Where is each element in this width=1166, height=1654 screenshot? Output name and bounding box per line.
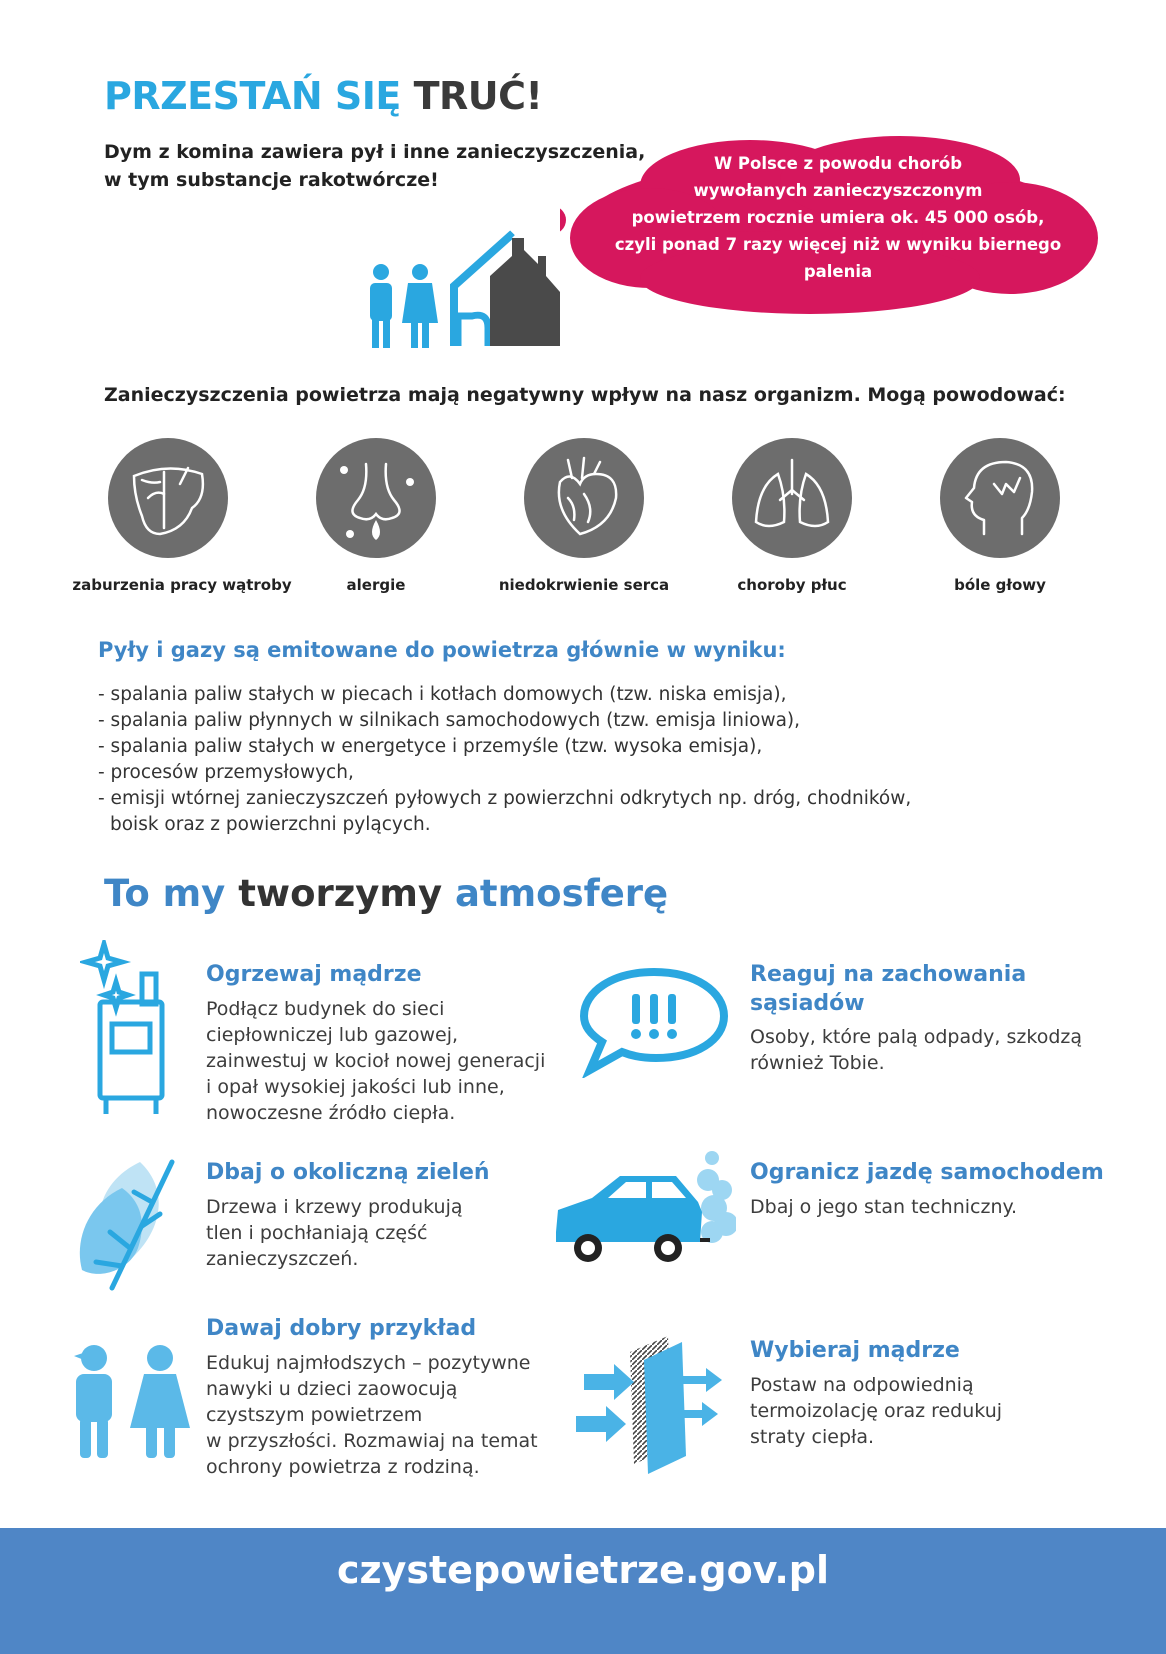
tip-title: Ogrzewaj mądrze: [206, 962, 422, 987]
tip-text: [750, 1194, 1017, 1220]
tip-line: ochrony powietrza z rodziną.: [206, 1456, 480, 1478]
effect-label: zaburzenia pracy wątroby: [72, 576, 292, 594]
leaves-icon: [72, 1158, 188, 1292]
tip-line: straty ciepła.: [750, 1426, 875, 1448]
effects-heading: Zanieczyszczenia powietrza mają negatywny wpływ na nasz organizm. Mogą powodować:: [104, 384, 1066, 406]
list-item: - spalania paliw stałych w energetyce i przemyśle (tzw. wysoka emisja),: [98, 736, 763, 757]
tip-title-line: sąsiadów: [750, 991, 865, 1016]
tip-line: Dbaj o jego stan techniczny.: [750, 1196, 1018, 1218]
intro-line: w tym substancje rakotwórcze!: [104, 169, 439, 191]
tip-line: ciepłowniczej lub gazowej,: [206, 1024, 459, 1046]
tip-line: Osoby, które palą odpady, szkodzą: [750, 1026, 1082, 1048]
arrow-icon: [576, 1364, 634, 1442]
list-item: - procesów przemysłowych,: [98, 762, 354, 783]
section-title: [104, 872, 668, 915]
tip-title: Dbaj o okoliczną zieleń: [206, 1160, 490, 1185]
car-icon: [552, 1146, 736, 1270]
tip-text: [206, 996, 545, 1126]
children-icon: [66, 1338, 196, 1462]
website-link[interactable]: czystepowietrze.gov.pl: [336, 1548, 830, 1592]
tip-text: [750, 1024, 1082, 1076]
head-icon: [940, 438, 1060, 558]
tip-line: również Tobie.: [750, 1052, 885, 1074]
boy-icon: [370, 264, 392, 348]
girl-icon: [130, 1345, 190, 1458]
statistic-line: W Polsce z powodu chorób: [713, 154, 963, 173]
statistic-line: wywołanych zanieczyszczonym: [693, 181, 983, 200]
tip-line: termoizolację oraz redukuj: [750, 1400, 1003, 1422]
list-item: - emisji wtórnej zanieczyszczeń pyłowych z powierzchni odkrytych np. dróg, chodników,: [98, 788, 912, 809]
heart-icon: [524, 438, 644, 558]
tip-line: nowoczesne źródło ciepła.: [206, 1102, 456, 1124]
tip-line: Podłącz budynek do sieci: [206, 998, 445, 1020]
tip-title: Ogranicz jazdę samochodem: [750, 1160, 1104, 1185]
statistic-line: czyli ponad 7 razy więcej niż w wyniku biernego palenia: [614, 235, 1062, 281]
lungs-icon: [732, 438, 852, 558]
sources-list: [98, 682, 911, 838]
effect-label: alergie: [346, 576, 406, 594]
effect-label: choroby płuc: [737, 576, 847, 594]
boiler-icon: [80, 940, 180, 1118]
tip-title: [750, 960, 1026, 1018]
tip-line: czystszym powietrzem: [206, 1404, 423, 1426]
effect-label: bóle głowy: [954, 576, 1046, 594]
section-title-part: atmosferę: [454, 872, 669, 915]
liver-icon: [108, 438, 228, 558]
tip-title: Wybieraj mądrze: [750, 1338, 960, 1363]
list-item: - spalania paliw stałych w piecach i kotłach domowych (tzw. niska emisja),: [98, 684, 787, 705]
page-title: [104, 74, 542, 118]
tip-line: nawyki u dzieci zaowocują: [206, 1378, 458, 1400]
tip-title-line: Reaguj na zachowania: [750, 962, 1027, 987]
nose-icon: [316, 438, 436, 558]
tip-line: Postaw na odpowiednią: [750, 1374, 974, 1396]
tip-line: zanieczyszczeń.: [206, 1248, 359, 1270]
tip-title: Dawaj dobry przykład: [206, 1316, 477, 1341]
statistic-line: powietrzem rocznie umiera ok. 45 000 osób,: [631, 208, 1045, 227]
list-item: boisk oraz z powierzchni pylących.: [110, 814, 431, 835]
girl-icon: [402, 264, 438, 348]
effect-label: niedokrwienie serca: [498, 576, 670, 594]
tip-text: [206, 1350, 538, 1480]
title-dark: TRUĆ!: [413, 74, 543, 118]
statistic-text: [598, 150, 1078, 285]
tip-line: Edukuj najmłodszych – pozytywne: [206, 1352, 531, 1374]
tip-line: i opał wysokiej jakości lub inne,: [206, 1076, 505, 1098]
speech-bubble-icon: [578, 966, 730, 1078]
tip-line: w przyszłości. Rozmawiaj na temat: [206, 1430, 538, 1452]
family-house-illustration: [362, 228, 572, 358]
tip-line: tlen i pochłaniają część: [206, 1222, 428, 1244]
intro-line: Dym z komina zawiera pył i inne zanieczyszczenia,: [104, 141, 646, 163]
boy-icon: [74, 1345, 112, 1458]
tip-text: [750, 1372, 1002, 1450]
house-icon: [454, 236, 560, 346]
tip-line: zainwestuj w kocioł nowej generacji: [206, 1050, 546, 1072]
tip-text: [206, 1194, 463, 1272]
sources-heading: Pyły i gazy są emitowane do powietrza głównie w wyniku:: [98, 638, 786, 662]
section-title-part: To my: [104, 872, 226, 915]
title-highlight: PRZESTAŃ SIĘ: [104, 74, 401, 118]
section-title-part: tworzymy: [238, 872, 443, 915]
exhaust-smoke-icon: [697, 1151, 736, 1243]
tip-line: Drzewa i krzewy produkują: [206, 1196, 463, 1218]
list-item: - spalania paliw płynnych w silnikach samochodowych (tzw. emisja liniowa),: [98, 710, 801, 731]
insulation-icon: [572, 1330, 732, 1480]
